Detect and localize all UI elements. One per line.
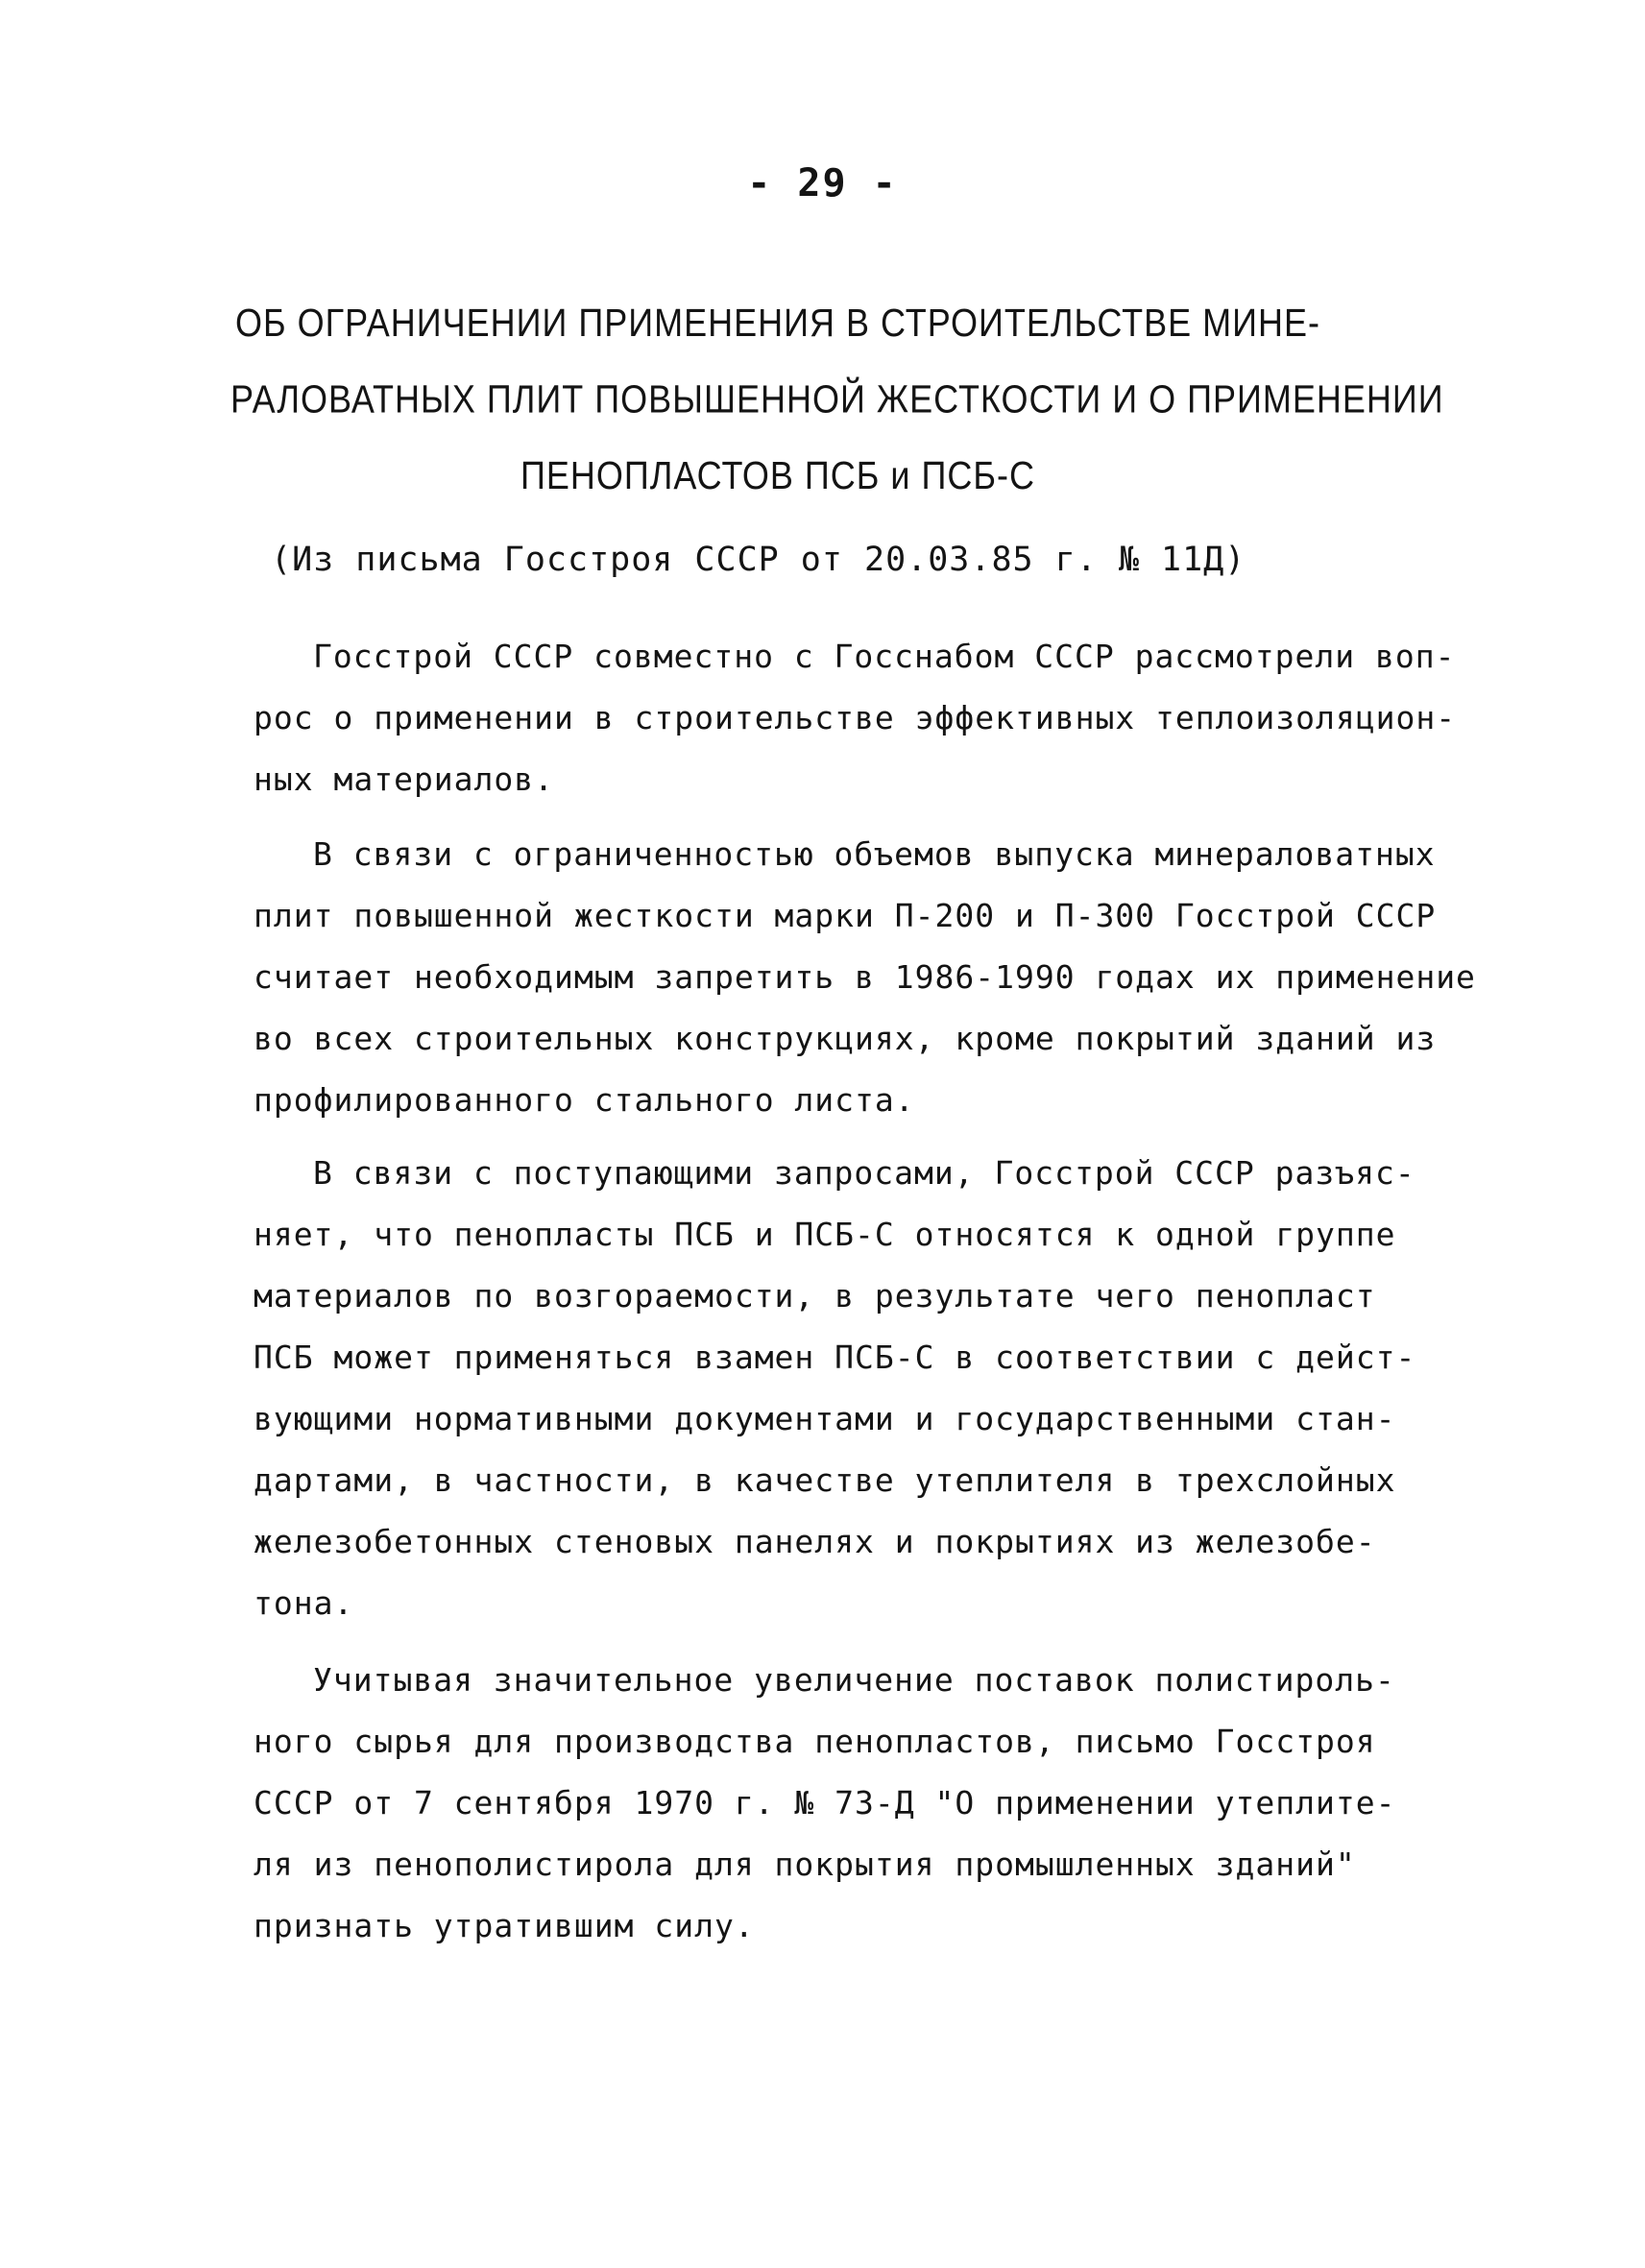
paragraph-line: СССР от 7 сентября 1970 г. № 73-Д "О применении утеплите- xyxy=(254,1784,1396,1822)
paragraph-line: во всех строительных конструкциях, кроме покрытий зданий из xyxy=(254,1020,1437,1057)
paragraph-line: няет, что пенопласты ПСБ и ПСБ-С относятся к одной группе xyxy=(254,1216,1396,1253)
title-line: РАЛОВАТНЫХ ПЛИТ ПОВЫШЕННОЙ ЖЕСТКОСТИ И О ПРИМЕНЕНИИ xyxy=(230,376,1444,422)
paragraph-line: ПСБ может применяться взамен ПСБ-С в соответствии с дейст- xyxy=(254,1339,1416,1376)
paragraph-line: материалов по возгораемости, в результате чего пенопласт xyxy=(254,1277,1376,1315)
paragraph-line: признать утратившим силу. xyxy=(254,1907,755,1944)
paragraph-line: вующими нормативными документами и государственными стан- xyxy=(254,1400,1396,1437)
paragraph-line: В связи с ограниченностью объемов выпуска минераловатных xyxy=(313,835,1436,873)
paragraph-line: тона. xyxy=(254,1584,354,1622)
page-number: - 29 - xyxy=(747,161,898,205)
paragraph xyxy=(254,824,1476,1131)
title-line: ПЕНОПЛАСТОВ ПСБ и ПСБ-С xyxy=(520,452,1035,497)
paragraph-line: ля из пенополистирола для покрытия промышленных зданий" xyxy=(254,1846,1356,1883)
paragraph-line: профилированного стального листа. xyxy=(254,1081,915,1119)
paragraph xyxy=(254,1143,1416,1634)
paragraph-line: плит повышенной жесткости марки П-200 и П-300 Госстрой СССР xyxy=(254,897,1437,934)
source-reference: (Из письма Госстроя СССР от 20.03.85 г. № 11Д) xyxy=(271,541,1246,579)
paragraph-line: дартами, в частности, в качестве утеплителя в трехслойных xyxy=(254,1461,1396,1499)
document-title xyxy=(230,284,1444,514)
paragraph xyxy=(254,626,1457,810)
paragraph-line: ных материалов. xyxy=(254,760,555,798)
paragraph-line: считает необходимым запретить в 1986-1990 годах их применение xyxy=(254,958,1476,996)
paragraph-line: железобетонных стеновых панелях и покрытиях из железобе- xyxy=(254,1523,1376,1560)
paragraph xyxy=(254,1650,1406,1957)
paragraph-line: Учитывая значительное увеличение поставок полистироль- xyxy=(313,1661,1395,1699)
paragraph-line: рос о применении в строительстве эффективных теплоизоляцион- xyxy=(254,699,1457,736)
paragraph-line: В связи с поступающими запросами, Госстрой СССР разъяс- xyxy=(313,1154,1415,1192)
title-line: ОБ ОГРАНИЧЕНИИ ПРИМЕНЕНИЯ В СТРОИТЕЛЬСТВЕ МИНЕ- xyxy=(234,300,1321,345)
paragraph-line: ного сырья для производства пенопластов, письмо Госстроя xyxy=(254,1723,1376,1760)
paragraph-line: Госстрой СССР совместно с Госснабом СССР рассмотрели воп- xyxy=(313,638,1456,675)
